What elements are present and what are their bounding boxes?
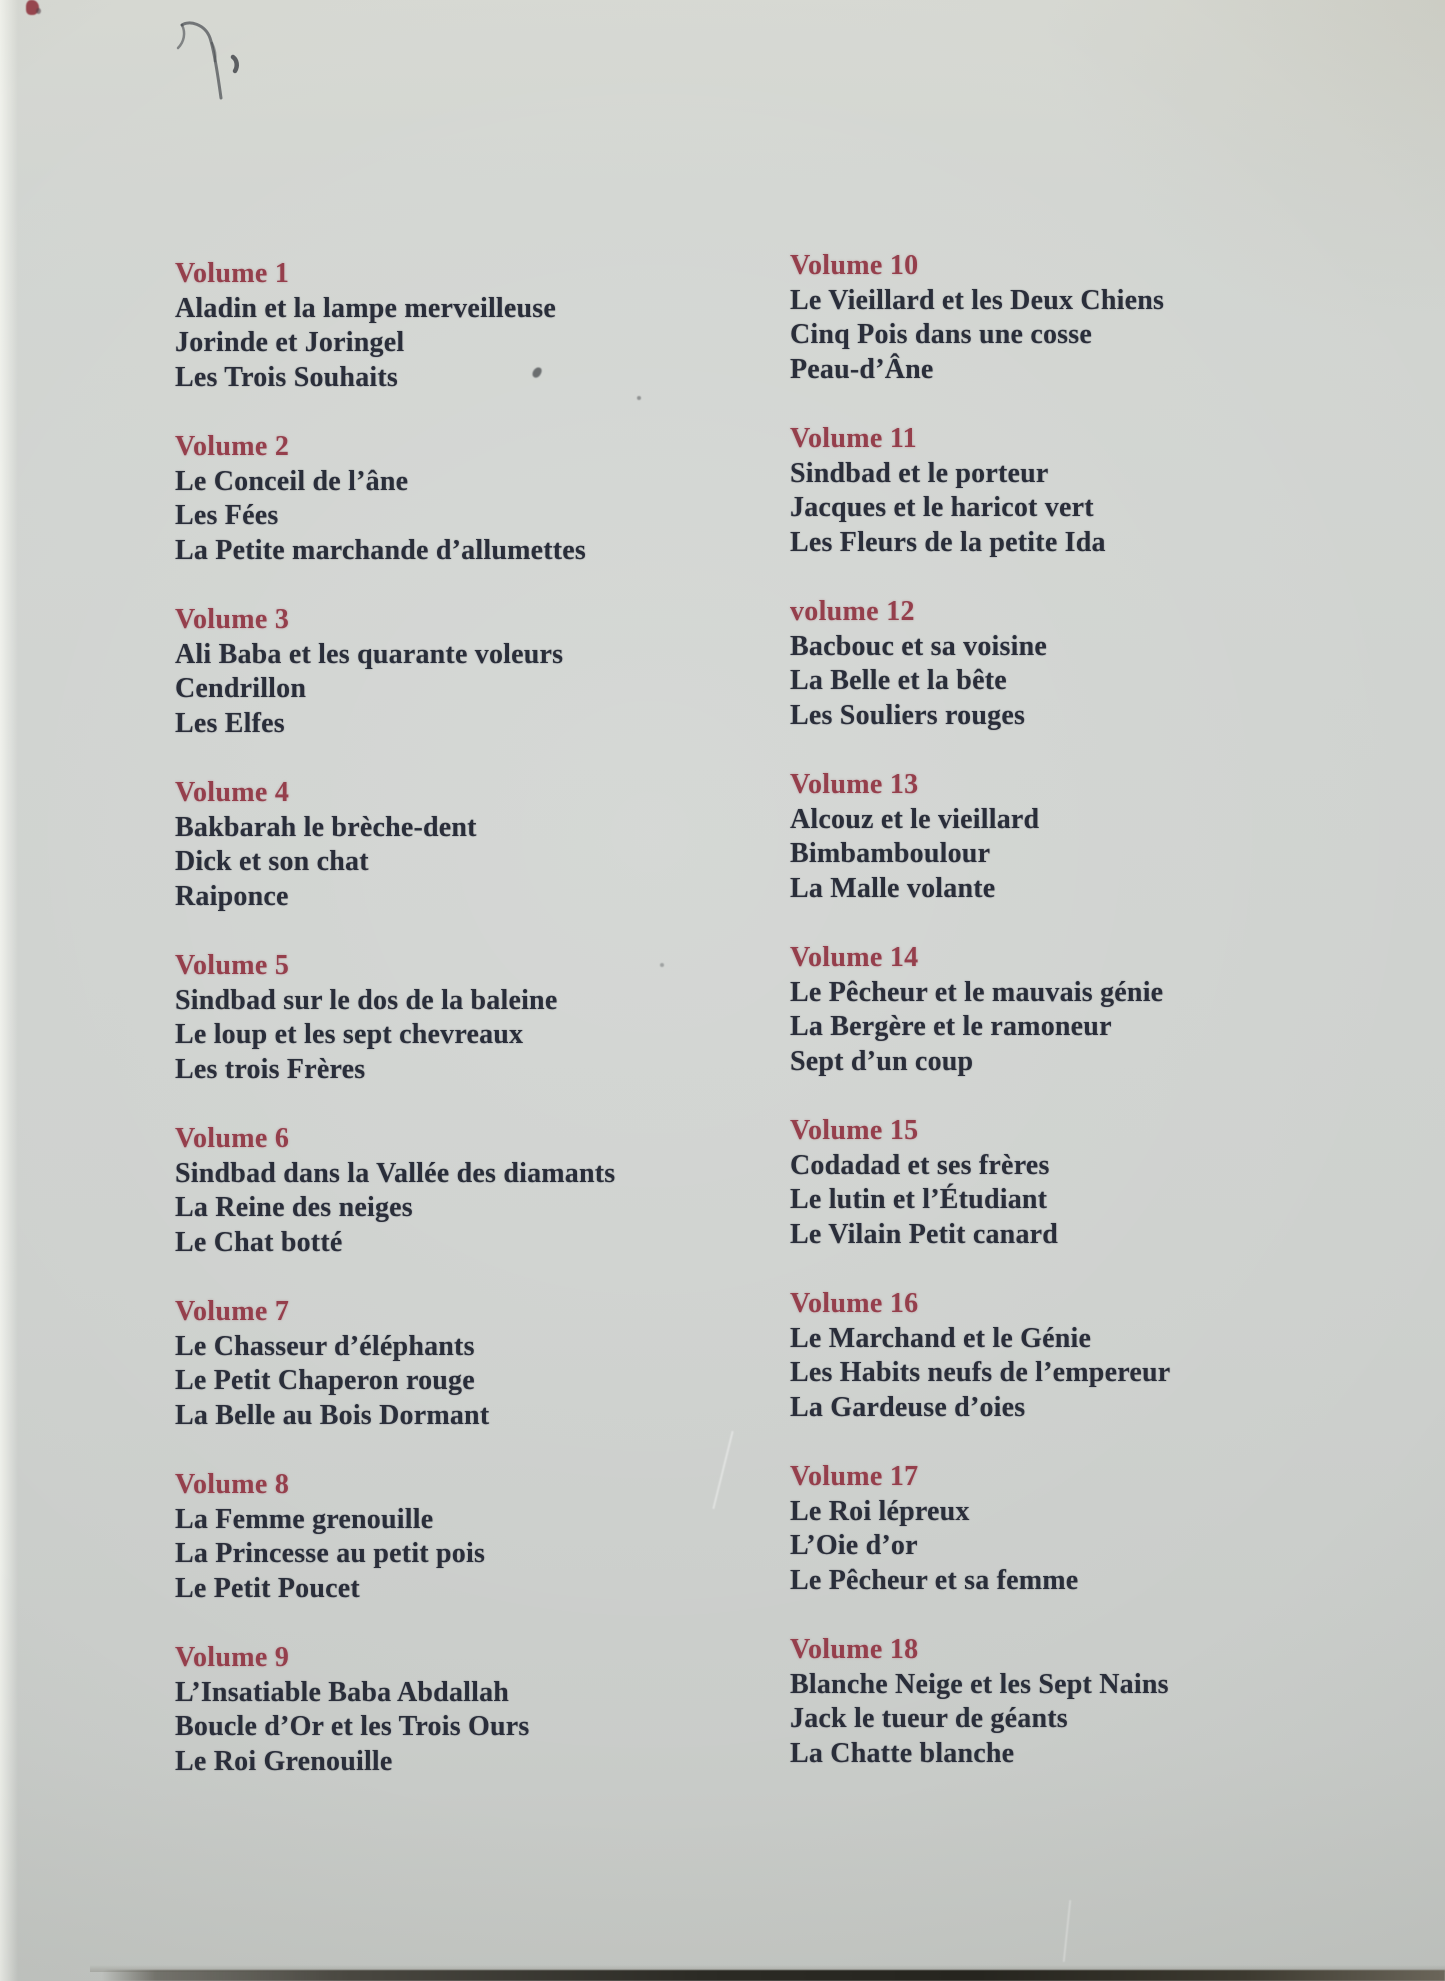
volume-section: [175, 949, 615, 1087]
story-title: Aladin et la lampe merveilleuse: [175, 292, 557, 324]
volume-section: [175, 776, 615, 914]
story-title: Le Vieillard et les Deux Chiens: [790, 284, 1165, 316]
story-title: Peau-d’Âne: [790, 353, 934, 385]
volume-section: [175, 257, 615, 395]
story-title: Sept d’un coup: [790, 1045, 974, 1077]
volume-section: [175, 1122, 615, 1260]
volume-section: [790, 1633, 1170, 1771]
volume-header: Volume 3: [175, 604, 290, 635]
volume-header: Volume 13: [790, 769, 919, 800]
story-title: Sindbad sur le dos de la baleine: [175, 984, 558, 1016]
volume-section: [790, 1287, 1170, 1425]
volume-list-left-column: [175, 257, 615, 1814]
volume-header: Volume 14: [790, 942, 919, 973]
volume-section: [790, 249, 1170, 387]
story-title: Le Pêcheur et le mauvais génie: [790, 976, 1164, 1008]
volume-section: [790, 595, 1170, 733]
story-title: Le Pêcheur et sa femme: [790, 1564, 1079, 1596]
volume-header: Volume 16: [790, 1288, 919, 1319]
story-title: Le Vilain Petit canard: [790, 1218, 1059, 1250]
ink-speck: [660, 963, 664, 967]
story-title: La Reine des neiges: [175, 1192, 413, 1223]
volume-header: Volume 8: [175, 1469, 290, 1500]
story-title: Codadad et ses frères: [790, 1149, 1050, 1181]
story-title: Le Chasseur d’éléphants: [175, 1330, 475, 1362]
volume-header: Volume 18: [790, 1634, 919, 1665]
volume-list-right-column: [790, 249, 1170, 1806]
story-title: Sindbad et le porteur: [790, 457, 1049, 489]
volume-header: Volume 5: [175, 950, 290, 981]
story-title: Bacbouc et sa voisine: [790, 630, 1047, 662]
story-title: Bimbamboulour: [790, 838, 991, 869]
volume-section: [175, 430, 615, 568]
story-title: La Malle volante: [790, 872, 996, 904]
story-title: Le lutin et l’Étudiant: [790, 1184, 1048, 1215]
volume-header: Volume 7: [175, 1296, 290, 1327]
volume-header: Volume 6: [175, 1123, 290, 1154]
story-title: Sindbad dans la Vallée des diamants: [175, 1157, 616, 1189]
story-title: Le Chat botté: [175, 1226, 343, 1258]
story-title: Le loup et les sept chevreaux: [175, 1019, 524, 1050]
photo-edge-shadow: [102, 1970, 1445, 1981]
story-title: Les Fleurs de la petite Ida: [790, 526, 1106, 558]
story-title: La Princesse au petit pois: [175, 1538, 486, 1569]
story-title: Boucle d’Or et les Trois Ours: [175, 1711, 530, 1742]
story-title: Cinq Pois dans une cosse: [790, 319, 1092, 350]
volume-section: [175, 1641, 615, 1779]
volume-section: [790, 941, 1170, 1079]
story-title: Jack le tueur de géants: [790, 1703, 1068, 1734]
volume-header: volume 12: [790, 596, 915, 627]
volume-header: Volume 2: [175, 431, 290, 462]
ink-speck: [36, 8, 41, 14]
volume-header: Volume 10: [790, 250, 919, 281]
story-title: Le Petit Chaperon rouge: [175, 1365, 475, 1396]
volume-header: Volume 17: [790, 1461, 919, 1492]
story-title: La Femme grenouille: [175, 1503, 434, 1535]
story-title: Les Elfes: [175, 707, 285, 739]
volume-header: Volume 9: [175, 1642, 290, 1673]
volume-header: Volume 4: [175, 777, 290, 808]
story-title: Jacques et le haricot vert: [790, 492, 1094, 523]
paper-scratch: [1063, 1900, 1071, 1962]
story-title: Raiponce: [175, 880, 289, 912]
volume-section: [790, 1114, 1170, 1252]
volume-section: [790, 422, 1170, 560]
story-title: Les Souliers rouges: [790, 699, 1026, 731]
story-title: Les Trois Souhaits: [175, 361, 399, 393]
story-title: La Belle au Bois Dormant: [175, 1399, 490, 1431]
ink-speck: [637, 396, 641, 400]
volume-header: Volume 15: [790, 1115, 919, 1146]
story-title: Ali Baba et les quarante voleurs: [175, 638, 564, 670]
pen-scribble: [160, 5, 270, 115]
story-title: Le Conceil de l’âne: [175, 465, 409, 497]
story-title: La Bergère et le ramoneur: [790, 1011, 1112, 1042]
story-title: Les Fées: [175, 500, 279, 531]
volume-header: Volume 11: [790, 423, 917, 454]
story-title: La Petite marchande d’allumettes: [175, 534, 587, 566]
story-title: Les trois Frères: [175, 1053, 366, 1085]
volume-header: Volume 1: [175, 258, 290, 289]
volume-section: [175, 603, 615, 741]
story-title: Le Marchand et le Génie: [790, 1322, 1092, 1354]
paper-scratch: [712, 1431, 733, 1509]
story-title: Blanche Neige et les Sept Nains: [790, 1668, 1169, 1700]
story-title: Alcouz et le vieillard: [790, 803, 1040, 835]
story-title: Bakbarah le brèche-dent: [175, 811, 477, 843]
story-title: Les Habits neufs de l’empereur: [790, 1357, 1171, 1388]
story-title: Jorinde et Joringel: [175, 327, 405, 358]
story-title: La Belle et la bête: [790, 665, 1007, 696]
story-title: La Chatte blanche: [790, 1737, 1015, 1769]
volume-section: [790, 1460, 1170, 1598]
volume-section: [790, 768, 1170, 906]
volume-section: [175, 1468, 615, 1606]
story-title: L’Oie d’or: [790, 1530, 918, 1561]
story-title: La Gardeuse d’oies: [790, 1391, 1026, 1423]
story-title: Dick et son chat: [175, 846, 369, 877]
story-title: Le Roi Grenouille: [175, 1745, 393, 1777]
story-title: Cendrillon: [175, 673, 307, 704]
story-title: Le Roi lépreux: [790, 1495, 970, 1527]
story-title: Le Petit Poucet: [175, 1572, 360, 1604]
volume-section: [175, 1295, 615, 1433]
story-title: L’Insatiable Baba Abdallah: [175, 1676, 510, 1708]
